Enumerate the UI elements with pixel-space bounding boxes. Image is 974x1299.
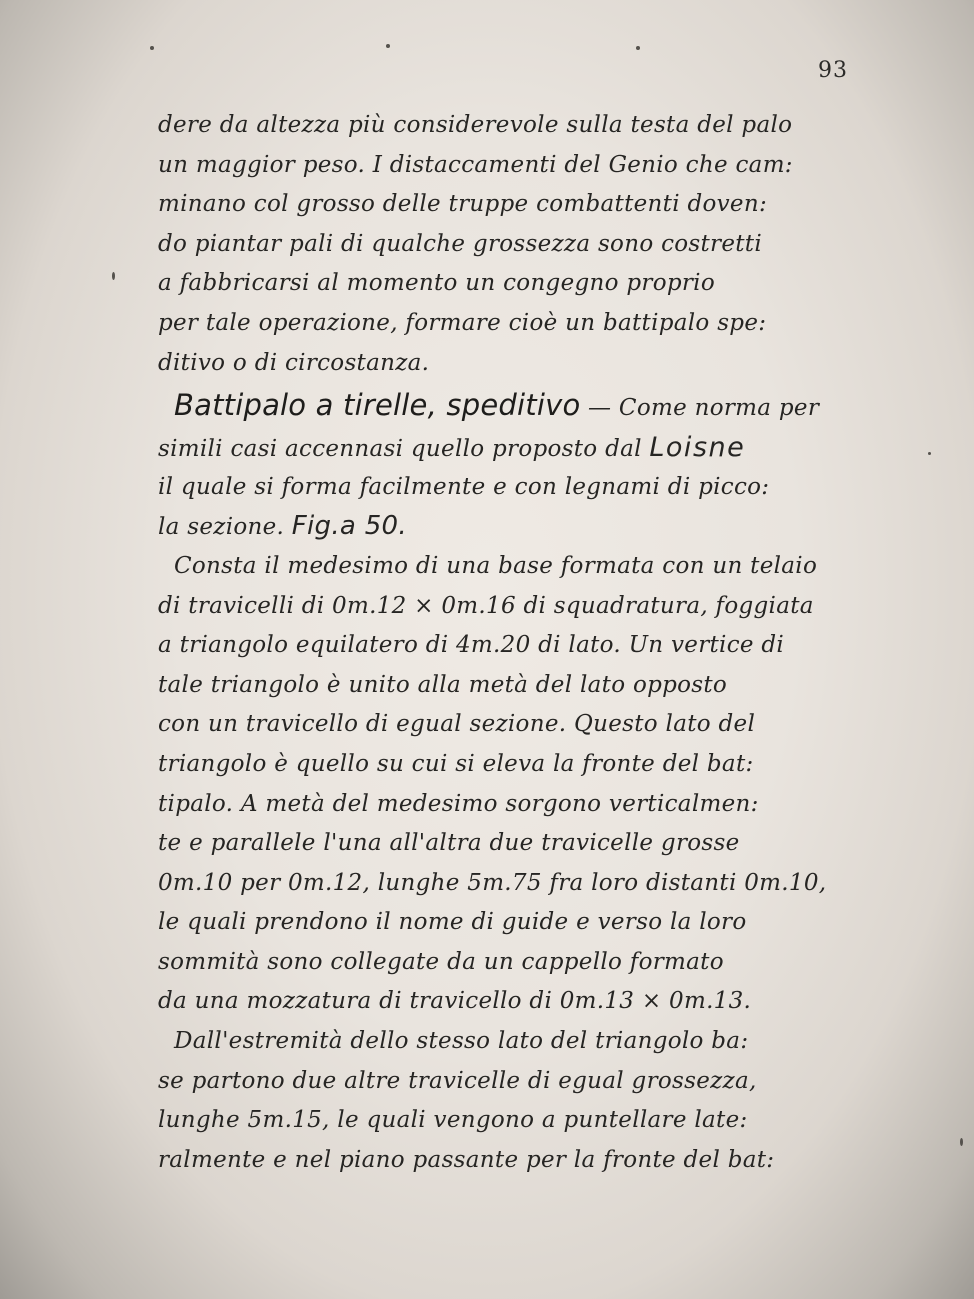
text-line: per tale operazione, formare cioè un battipalo spe:	[158, 309, 767, 336]
figure-reference: Fig.a 50.	[291, 511, 407, 542]
text-line: lunghe 5m.15, le quali vengono a puntellare late:	[158, 1107, 748, 1134]
text-line: da una mozzatura di travicello di 0m.13 × 0m.13.	[158, 988, 752, 1015]
ink-speck	[928, 452, 931, 455]
text-line: tipalo. A metà del medesimo sorgono verticalmen:	[158, 790, 759, 817]
text-line: te e parallele l'una all'altra due travicelle grosse	[158, 830, 740, 857]
text-line	[158, 507, 870, 547]
text-fragment: la sezione.	[158, 514, 292, 541]
text-line: di travicelli di 0m.12 × 0m.16 di squadratura, foggiata	[158, 592, 814, 619]
page-number: 93	[818, 58, 848, 83]
text-line: ralmente e nel piano passante per la fronte del bat:	[158, 1146, 775, 1173]
ink-speck	[636, 46, 640, 50]
text-line: Dall'estremità dello stesso lato del triangolo ba:	[174, 1028, 749, 1055]
text-line: con un travicello di egual sezione. Questo lato del	[158, 711, 756, 738]
text-line: ditivo o di circostanza.	[158, 349, 430, 376]
text-line: sommità sono collegate da un cappello formato	[158, 948, 724, 975]
ink-speck	[960, 1138, 963, 1146]
text-line: un maggior peso. I distaccamenti del Genio che cam:	[158, 151, 793, 178]
text-line	[158, 428, 870, 468]
text-line: 0m.10 per 0m.12, lunghe 5m.75 fra loro distanti 0m.10,	[158, 869, 827, 896]
text-line: il quale si forma facilmente e con legnami di picco:	[158, 473, 770, 500]
text-line: a triangolo equilatero di 4m.20 di lato. Un vertice di	[158, 632, 785, 659]
handwritten-text	[158, 106, 870, 1180]
ink-speck	[386, 44, 390, 48]
section-heading	[158, 383, 870, 428]
text-line: a fabbricarsi al momento un congegno proprio	[158, 270, 715, 297]
ink-speck	[112, 272, 115, 280]
text-line: Consta il medesimo di una base formata con un telaio	[174, 552, 818, 579]
section-title: Battipalo a tirelle, speditivo	[174, 388, 581, 423]
ink-speck	[150, 46, 154, 50]
text-line: se partono due altre travicelle di egual grossezza,	[158, 1067, 757, 1094]
author-name: Loisne	[649, 432, 746, 464]
text-fragment: simili casi accennasi quello proposto dal	[158, 436, 650, 463]
text-line: do piantar pali di qualche grossezza sono costretti	[158, 230, 763, 257]
text-line: dere da altezza più considerevole sulla testa del palo	[158, 112, 793, 138]
text-line: le quali prendono il nome di guide e verso la loro	[158, 909, 747, 936]
text-line: minano col grosso delle truppe combattenti doven:	[158, 191, 768, 218]
text-line: tale triangolo è unito alla metà del lato opposto	[158, 671, 728, 698]
section-heading-rest: — Come norma per	[580, 395, 820, 422]
text-line: triangolo è quello su cui si eleva la fronte del bat:	[158, 750, 754, 777]
